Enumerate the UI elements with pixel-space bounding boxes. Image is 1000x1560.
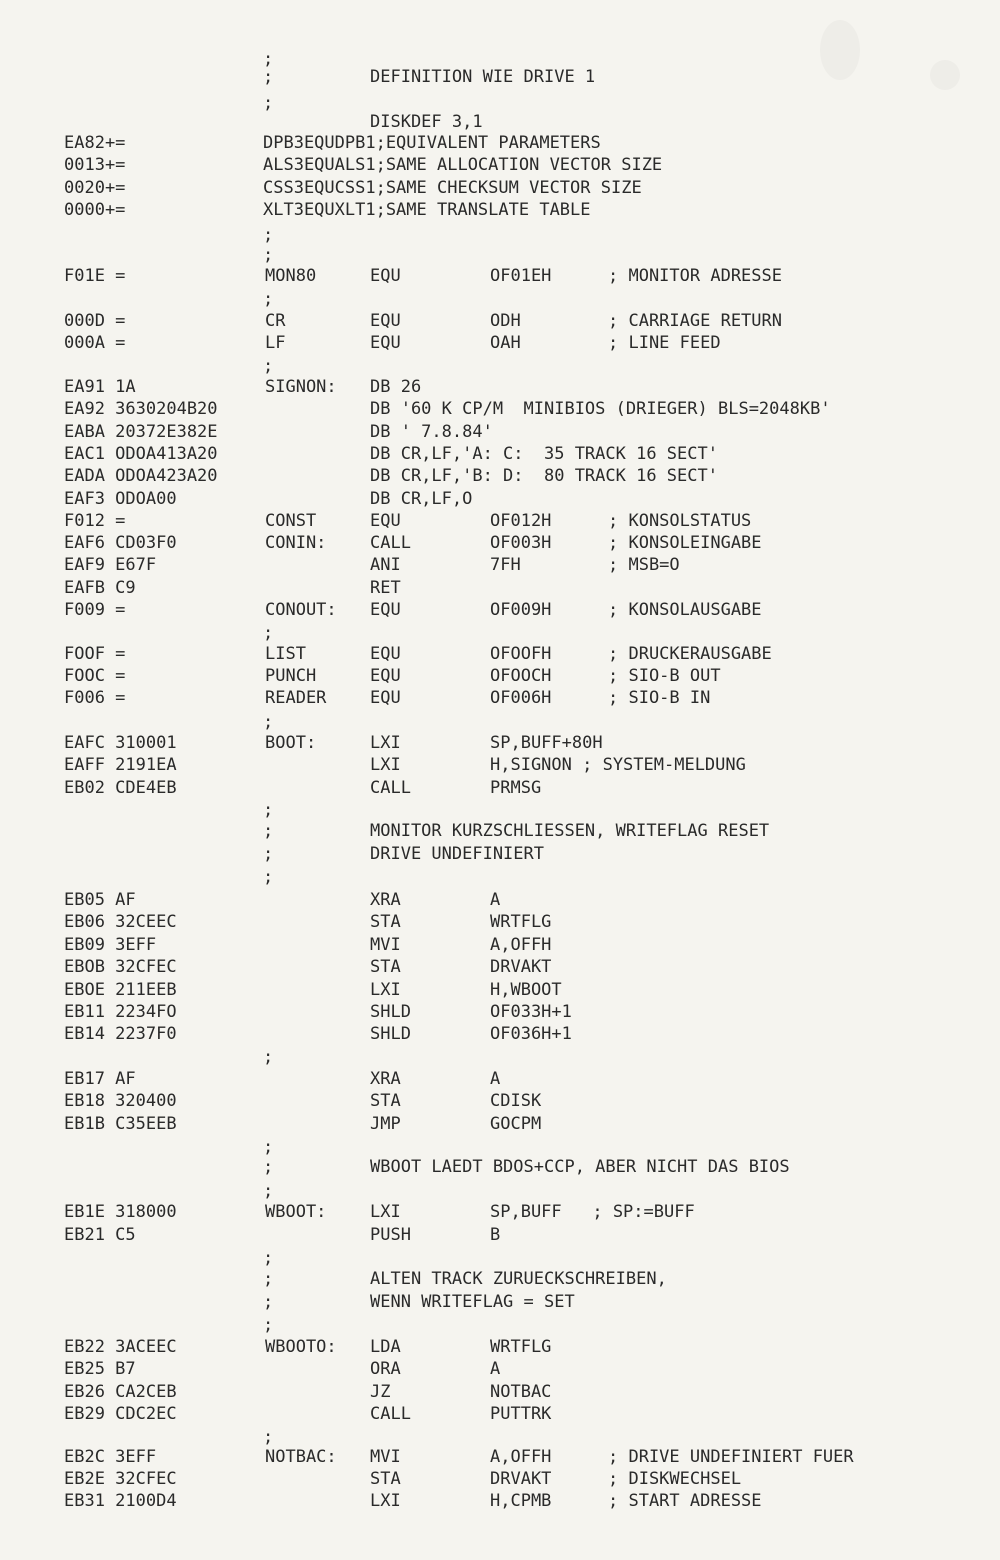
line-label: CONST — [265, 511, 317, 531]
line-opcode: XRA — [370, 890, 401, 910]
line-opcode: EQU — [370, 688, 401, 708]
line-comment-text: DISKDEF 3,1 — [370, 112, 483, 132]
line-comment-marker: ; — [263, 844, 274, 864]
listing-line — [0, 154, 1000, 176]
line-comment-marker: ; — [263, 225, 274, 245]
listing-line — [0, 1001, 1000, 1023]
line-opcode: DB CR,LF,'B: D: 80 TRACK 16 SECT' — [370, 466, 718, 486]
line-address: EB1B C35EEB — [64, 1114, 177, 1134]
line-address: F006 = — [64, 688, 126, 708]
listing-line — [0, 310, 1000, 332]
listing-line — [0, 66, 1000, 88]
line-comment: ; SIO-B OUT — [608, 666, 721, 686]
line-address: EB2C 3EFF — [64, 1447, 157, 1467]
listing-line — [0, 1358, 1000, 1380]
line-address: 0020+= — [64, 178, 126, 198]
line-opcode: EQU — [370, 666, 401, 686]
listing-line — [0, 1224, 1000, 1246]
line-address: EAF3 ODOA00 — [64, 489, 177, 509]
line-opcode: STA — [370, 1091, 401, 1111]
listing-line — [0, 1426, 1000, 1448]
line-address: EB18 320400 — [64, 1091, 177, 1111]
line-address: EB09 3EFF — [64, 935, 157, 955]
listing-line — [0, 1046, 1000, 1068]
line-address: 0013+= — [64, 155, 126, 175]
listing-line — [0, 643, 1000, 665]
line-address: EAFC 310001 — [64, 733, 177, 753]
line-address: EB1E 318000 — [64, 1202, 177, 1222]
line-address: EB02 CDE4EB — [64, 778, 177, 798]
line-address: EAF6 CD03F0 — [64, 533, 177, 553]
listing-line — [0, 1490, 1000, 1512]
line-comment-marker: ; — [263, 245, 274, 265]
listing-line — [0, 956, 1000, 978]
listing-line — [0, 799, 1000, 821]
line-opcode: JMP — [370, 1114, 401, 1134]
listing-line — [0, 732, 1000, 754]
listing-line — [0, 622, 1000, 644]
listing-line — [0, 577, 1000, 599]
line-comment: ; KONSOLSTATUS — [608, 511, 752, 531]
line-address: EB29 CDC2EC — [64, 1404, 177, 1424]
line-operand: H,WBOOT — [490, 980, 562, 1000]
line-address: FOOC = — [64, 666, 126, 686]
line-operand: OF033H+1 — [490, 1002, 572, 1022]
line-operand: OF009H — [490, 600, 552, 620]
line-address: EAC1 ODOA413A20 — [64, 444, 218, 464]
listing-line — [0, 911, 1000, 933]
line-comment-marker: ; — [263, 1269, 274, 1289]
line-opcode: DB CR,LF,'A: C: 35 TRACK 16 SECT' — [370, 444, 718, 464]
line-operand: H,SIGNON ; SYSTEM-MELDUNG — [490, 755, 746, 775]
line-comment: ; KONSOLEINGABE — [608, 533, 762, 553]
line-address: EB14 2237F0 — [64, 1024, 177, 1044]
listing-line — [0, 1247, 1000, 1269]
line-opcode: DB '60 K CP/M MINIBIOS (DRIEGER) BLS=2048KB' — [370, 399, 831, 419]
line-address: 000D = — [64, 311, 126, 331]
line-address: EB17 AF — [64, 1069, 136, 1089]
listing-line — [0, 132, 1000, 154]
line-comment-marker: ; — [263, 1315, 274, 1335]
line-opcode: LXI — [370, 980, 401, 1000]
line-operand: OFOOFH — [490, 644, 552, 664]
line-address: EABA 20372E382E — [64, 422, 218, 442]
line-operand: A — [490, 890, 501, 910]
listing-line — [0, 1446, 1000, 1468]
listing-line — [0, 754, 1000, 776]
line-address: 000A = — [64, 333, 126, 353]
line-label: CONOUT: — [265, 600, 337, 620]
listing-line — [0, 777, 1000, 799]
line-label: WBOOTO: — [265, 1337, 337, 1357]
line-opcode: EQU — [370, 311, 401, 331]
listing-line — [0, 488, 1000, 510]
line-comment-marker: ; — [263, 821, 274, 841]
line-address: EB2E 32CFEC — [64, 1469, 177, 1489]
listing-line — [0, 244, 1000, 266]
line-label: SIGNON: — [265, 377, 337, 397]
line-operand: WRTFLG — [490, 912, 552, 932]
line-opcode: EQU — [370, 600, 401, 620]
line-comment: ; LINE FEED — [608, 333, 721, 353]
line-comment-marker: ; — [263, 1181, 274, 1201]
line-directive: ALS3EQUALS1;SAME ALLOCATION VECTOR SIZE — [263, 155, 663, 175]
line-opcode: XRA — [370, 1069, 401, 1089]
line-comment-marker: ; — [263, 1248, 274, 1268]
line-address: EB06 32CEEC — [64, 912, 177, 932]
line-comment-marker: ; — [263, 1137, 274, 1157]
listing-line — [0, 1136, 1000, 1158]
line-comment: ; DISKWECHSEL — [608, 1469, 742, 1489]
line-label: MON80 — [265, 266, 317, 286]
listing-line — [0, 1381, 1000, 1403]
line-operand: WRTFLG — [490, 1337, 552, 1357]
listing-line — [0, 1156, 1000, 1178]
listing-line — [0, 1403, 1000, 1425]
line-label: READER — [265, 688, 327, 708]
listing-line — [0, 1291, 1000, 1313]
line-opcode: LXI — [370, 1202, 401, 1222]
line-address: EAF9 E67F — [64, 555, 157, 575]
line-opcode: LDA — [370, 1337, 401, 1357]
line-comment-text: DEFINITION WIE DRIVE 1 — [370, 67, 596, 87]
line-address: EB25 B7 — [64, 1359, 136, 1379]
line-comment-marker: ; — [263, 49, 274, 69]
line-opcode: CALL — [370, 1404, 411, 1424]
line-address: F009 = — [64, 600, 126, 620]
listing-line — [0, 510, 1000, 532]
line-opcode: MVI — [370, 935, 401, 955]
line-opcode: CALL — [370, 533, 411, 553]
listing-line — [0, 1180, 1000, 1202]
line-operand: PUTTRK — [490, 1404, 552, 1424]
line-opcode: ANI — [370, 555, 401, 575]
line-operand: SP,BUFF+80H — [490, 733, 603, 753]
line-label: LIST — [265, 644, 306, 664]
line-address: EB31 2100D4 — [64, 1491, 177, 1511]
line-operand: OF01EH — [490, 266, 552, 286]
line-operand: DRVAKT — [490, 957, 552, 977]
listing-line — [0, 288, 1000, 310]
line-opcode: CALL — [370, 778, 411, 798]
line-opcode: LXI — [370, 1491, 401, 1511]
line-address: EA92 3630204B20 — [64, 399, 218, 419]
line-comment-marker: ; — [263, 1292, 274, 1312]
listing-line — [0, 224, 1000, 246]
line-address: EADA ODOA423A20 — [64, 466, 218, 486]
line-operand: DRVAKT — [490, 1469, 552, 1489]
line-label: CONIN: — [265, 533, 327, 553]
line-address: EBOB 32CFEC — [64, 957, 177, 977]
line-comment-marker: ; — [263, 800, 274, 820]
line-address: EB26 CA2CEB — [64, 1382, 177, 1402]
line-label: NOTBAC: — [265, 1447, 337, 1467]
listing-line — [0, 355, 1000, 377]
line-address: EA82+= — [64, 133, 126, 153]
line-directive: DPB3EQUDPB1;EQUIVALENT PARAMETERS — [263, 133, 601, 153]
line-address: EB11 2234FO — [64, 1002, 177, 1022]
line-comment-marker: ; — [263, 623, 274, 643]
line-address: EAFB C9 — [64, 578, 136, 598]
line-address: 0000+= — [64, 200, 126, 220]
line-comment: ; MONITOR ADRESSE — [608, 266, 782, 286]
listing-line — [0, 1268, 1000, 1290]
line-comment-marker: ; — [263, 1427, 274, 1447]
listing-line — [0, 711, 1000, 733]
listing-line — [0, 1336, 1000, 1358]
line-operand: CDISK — [490, 1091, 542, 1111]
line-opcode: STA — [370, 957, 401, 977]
line-comment-text: MONITOR KURZSCHLIESSEN, WRITEFLAG RESET — [370, 821, 770, 841]
line-opcode: SHLD — [370, 1024, 411, 1044]
line-directive: XLT3EQUXLT1;SAME TRANSLATE TABLE — [263, 200, 591, 220]
listing-line — [0, 265, 1000, 287]
line-label: CR — [265, 311, 286, 331]
line-opcode: LXI — [370, 755, 401, 775]
line-label: WBOOT: — [265, 1202, 327, 1222]
line-opcode: EQU — [370, 511, 401, 531]
line-address: F012 = — [64, 511, 126, 531]
listing-line — [0, 934, 1000, 956]
listing-line — [0, 177, 1000, 199]
listing-line — [0, 843, 1000, 865]
line-comment: ; START ADRESSE — [608, 1491, 762, 1511]
line-operand: OAH — [490, 333, 521, 353]
line-comment-text: DRIVE UNDEFINIERT — [370, 844, 544, 864]
line-comment: ; SIO-B IN — [608, 688, 711, 708]
listing-line — [0, 554, 1000, 576]
line-comment-text: WBOOT LAEDT BDOS+CCP, ABER NICHT DAS BIOS — [370, 1157, 790, 1177]
line-opcode: DB ' 7.8.84' — [370, 422, 493, 442]
listing-line — [0, 599, 1000, 621]
line-comment: ; MSB=O — [608, 555, 680, 575]
line-directive: CSS3EQUCSS1;SAME CHECKSUM VECTOR SIZE — [263, 178, 642, 198]
line-address: FOOF = — [64, 644, 126, 664]
listing-line — [0, 1201, 1000, 1223]
line-address: EAFF 2191EA — [64, 755, 177, 775]
line-comment: ; DRUCKERAUSGABE — [608, 644, 772, 664]
line-opcode: EQU — [370, 333, 401, 353]
line-address: F01E = — [64, 266, 126, 286]
line-comment-marker: ; — [263, 867, 274, 887]
line-operand: SP,BUFF ; SP:=BUFF — [490, 1202, 695, 1222]
line-address: EB22 3ACEEC — [64, 1337, 177, 1357]
listing-line — [0, 1090, 1000, 1112]
listing-line — [0, 687, 1000, 709]
listing-line — [0, 1314, 1000, 1336]
line-operand: H,CPMB — [490, 1491, 552, 1511]
line-operand: OF012H — [490, 511, 552, 531]
line-comment-marker: ; — [263, 289, 274, 309]
line-opcode: RET — [370, 578, 401, 598]
line-comment-marker: ; — [263, 1047, 274, 1067]
line-operand: A — [490, 1069, 501, 1089]
listing-line — [0, 532, 1000, 554]
listing-line — [0, 889, 1000, 911]
line-opcode: JZ — [370, 1382, 391, 1402]
listing-line — [0, 421, 1000, 443]
line-operand: A,OFFH — [490, 1447, 552, 1467]
line-comment-text: ALTEN TRACK ZURUECKSCHREIBEN, — [370, 1269, 667, 1289]
line-operand: OFOOCH — [490, 666, 552, 686]
listing-line — [0, 1068, 1000, 1090]
line-opcode: EQU — [370, 644, 401, 664]
line-opcode: STA — [370, 1469, 401, 1489]
line-opcode: DB 26 — [370, 377, 422, 397]
line-comment-text: WENN WRITEFLAG = SET — [370, 1292, 575, 1312]
line-opcode: DB CR,LF,O — [370, 489, 473, 509]
listing-line — [0, 111, 1000, 133]
line-comment-marker: ; — [263, 93, 274, 113]
line-operand: NOTBAC — [490, 1382, 552, 1402]
line-comment: ; KONSOLAUSGABE — [608, 600, 762, 620]
line-label: LF — [265, 333, 286, 353]
listing-line — [0, 866, 1000, 888]
line-opcode: SHLD — [370, 1002, 411, 1022]
listing-line — [0, 465, 1000, 487]
line-comment-marker: ; — [263, 712, 274, 732]
line-operand: OF036H+1 — [490, 1024, 572, 1044]
line-address: EA91 1A — [64, 377, 136, 397]
line-label: BOOT: — [265, 733, 317, 753]
line-operand: GOCPM — [490, 1114, 542, 1134]
line-operand: PRMSG — [490, 778, 542, 798]
line-comment: ; DRIVE UNDEFINIERT FUER — [608, 1447, 854, 1467]
line-operand: A,OFFH — [490, 935, 552, 955]
listing-line — [0, 1468, 1000, 1490]
line-opcode: LXI — [370, 733, 401, 753]
line-operand: OF006H — [490, 688, 552, 708]
line-address: EB05 AF — [64, 890, 136, 910]
line-opcode: PUSH — [370, 1225, 411, 1245]
listing-line — [0, 1113, 1000, 1135]
listing-line — [0, 820, 1000, 842]
listing-line — [0, 398, 1000, 420]
line-address: EBOE 211EEB — [64, 980, 177, 1000]
line-operand: 7FH — [490, 555, 521, 575]
listing-line — [0, 1023, 1000, 1045]
line-operand: OF003H — [490, 533, 552, 553]
line-operand: ODH — [490, 311, 521, 331]
line-comment-marker: ; — [263, 1157, 274, 1177]
line-operand: B — [490, 1225, 501, 1245]
line-label: PUNCH — [265, 666, 317, 686]
listing-line — [0, 199, 1000, 221]
line-address: EB21 C5 — [64, 1225, 136, 1245]
line-operand: A — [490, 1359, 501, 1379]
listing-line — [0, 376, 1000, 398]
line-opcode: EQU — [370, 266, 401, 286]
line-opcode: STA — [370, 912, 401, 932]
line-comment-marker: ; — [263, 67, 274, 87]
listing-line — [0, 979, 1000, 1001]
listing-line — [0, 665, 1000, 687]
line-opcode: ORA — [370, 1359, 401, 1379]
line-comment-marker: ; — [263, 356, 274, 376]
line-comment: ; CARRIAGE RETURN — [608, 311, 782, 331]
listing-line — [0, 443, 1000, 465]
listing-line — [0, 332, 1000, 354]
line-opcode: MVI — [370, 1447, 401, 1467]
